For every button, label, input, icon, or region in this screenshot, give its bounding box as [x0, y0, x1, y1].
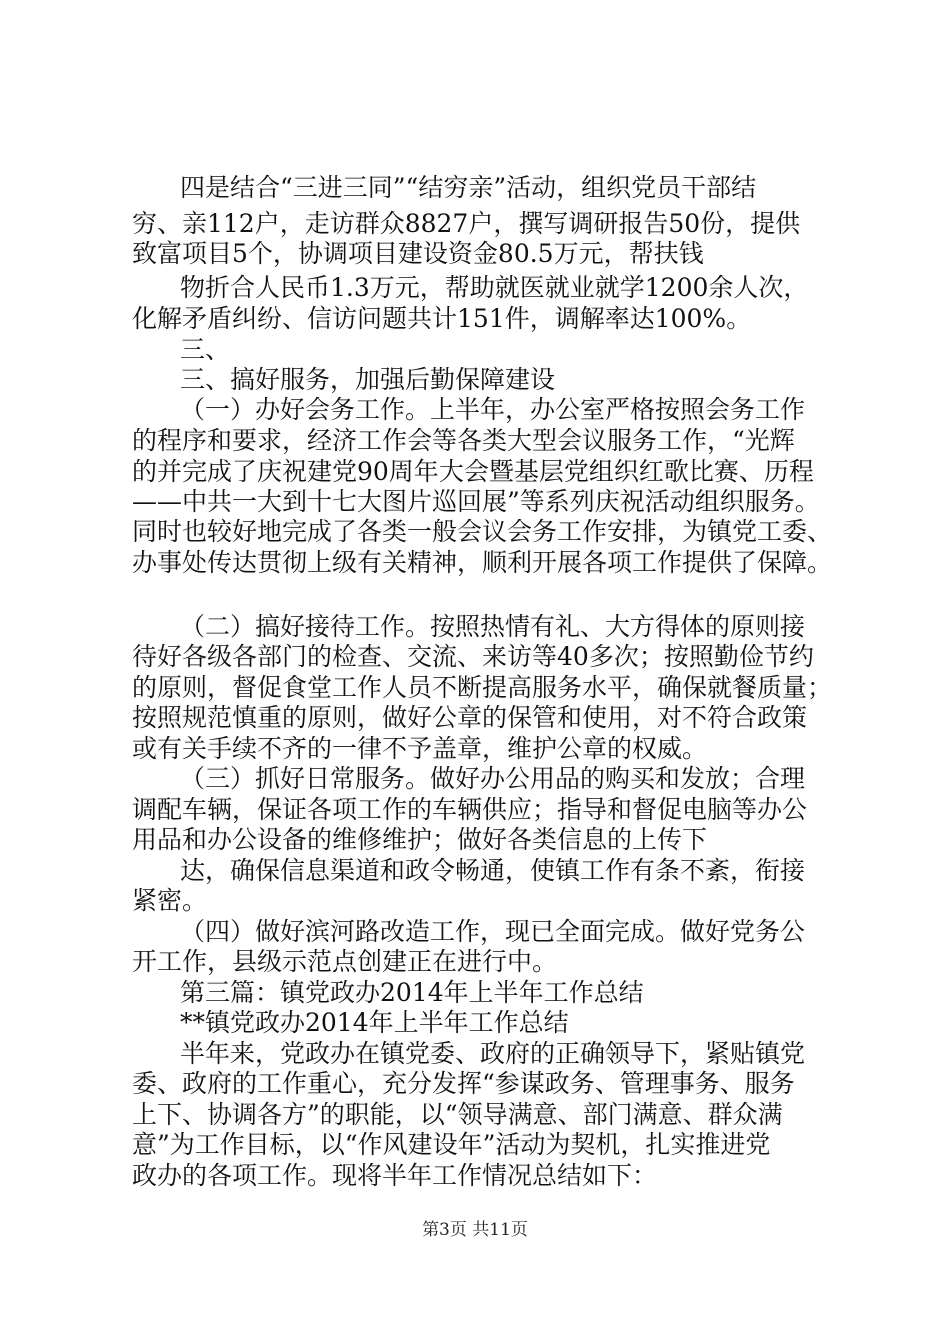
text-line: 达，确保信息渠道和政令畅通，使镇工作有条不紊，衔接: [180, 856, 806, 885]
text-line: 意”为工作目标，以“作风建设年”活动为契机，扎实推进党: [132, 1130, 771, 1159]
text-line: （二）搞好接待工作。按照热情有礼、大方得体的原则接: [180, 612, 806, 641]
text-line: 致富项目5个，协调项目建设资金80.5万元，帮扶钱: [132, 239, 704, 268]
text-line: 穷、亲112户，走访群众8827户，撰写调研报告50份，提供: [132, 209, 801, 238]
text-line: 化解矛盾纠纷、信访问题共计151件，调解率达100%。: [132, 304, 752, 333]
chapter-title: 第三篇：镇党政办2014年上半年工作总结: [180, 978, 644, 1007]
text-line: 政办的各项工作。现将半年工作情况总结如下：: [132, 1161, 658, 1190]
text-line: 按照规范慎重的原则，做好公章的保管和使用，对不符合政策: [132, 703, 808, 732]
text-line: 或有关手续不齐的一律不予盖章，维护公章的权威。: [132, 734, 708, 763]
text-line: 的程序和要求，经济工作会等各类大型会议服务工作，“光辉: [132, 426, 795, 455]
section-heading: 三、搞好服务，加强后勤保障建设: [180, 365, 556, 394]
text-line: 半年来，党政办在镇党委、政府的正确领导下，紧贴镇党: [180, 1039, 806, 1068]
page-number: 第3页 共11页: [422, 1220, 528, 1240]
text-line: 委、政府的工作重心，充分发挥“参谋政务、管理事务、服务: [132, 1069, 795, 1098]
report-title: **镇党政办2014年上半年工作总结: [180, 1008, 569, 1037]
text-line: 开工作，县级示范点创建正在进行中。: [132, 947, 558, 976]
text-line: （四）做好滨河路改造工作，现已全面完成。做好党务公: [180, 917, 806, 946]
text-line: （三）抓好日常服务。做好办公用品的购买和发放；合理: [180, 764, 806, 793]
text-line: 同时也较好地完成了各类一般会议会务工作安排，为镇党工委、: [132, 517, 833, 546]
text-line: 紧密。: [132, 886, 208, 915]
text-line: 调配车辆，保证各项工作的车辆供应；指导和督促电脑等办公: [132, 795, 808, 824]
text-line: 四是结合“三进三同”“结穷亲”活动，组织党员干部结: [180, 173, 757, 202]
text-line: 用品和办公设备的维修维护；做好各类信息的上传下: [132, 825, 708, 854]
text-line: （一）办好会务工作。上半年，办公室严格按照会务工作: [180, 395, 806, 424]
text-line: 物折合人民币1.3万元，帮助就医就业就学1200余人次，: [180, 273, 809, 302]
text-line: 的原则，督促食堂工作人员不断提高服务水平，确保就餐质量；: [132, 673, 833, 702]
text-line: 待好各级各部门的检查、交流、来访等40多次；按照勤俭节约: [132, 642, 814, 671]
text-line: ——中共一大到十七大图片巡回展”等系列庆祝活动组织服务。: [132, 487, 820, 516]
text-line: 办事处传达贯彻上级有关精神，顺利开展各项工作提供了保障。: [132, 548, 833, 577]
text-line: 三、: [180, 335, 231, 364]
text-line: 的并完成了庆祝建党90周年大会暨基层党组织红歌比赛、历程: [132, 457, 814, 486]
text-line: 上下、协调各方”的职能，以“领导满意、部门满意、群众满: [132, 1100, 783, 1129]
